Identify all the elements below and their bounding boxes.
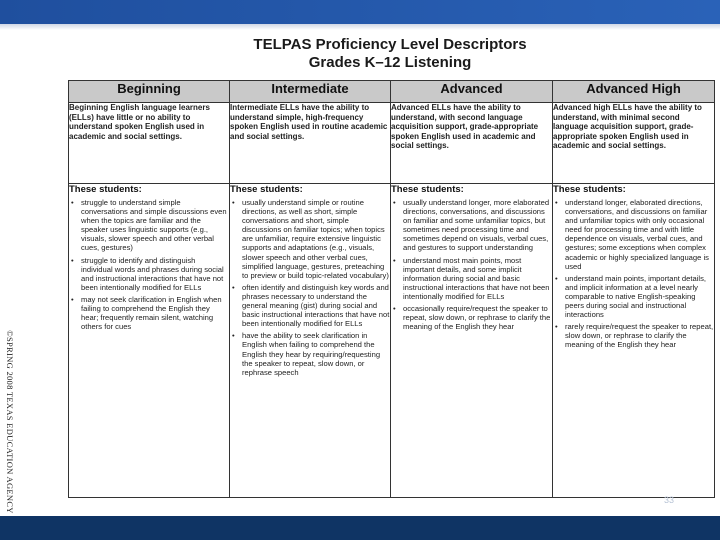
- bullet-item: • usually understand simple or routine directions, as well as short, simple conversations and short, simple discussions on familiar topics; when topics are unfamiliar, require extensive linguistic supports and adaptations (e.g., visuals, slower speech and other verbal cues, simplified language, gestures, preteaching to preview or build topic-related vocabulary): [242, 198, 390, 280]
- bullet-list: [553, 198, 714, 350]
- summary-advanced: Advanced ELLs have the ability to understand, with second language acquisition support, grade-appropriate spoken English used in academic and social settings.: [391, 103, 553, 184]
- header-row: [69, 81, 715, 103]
- bullet-item: • understand most main points, most important details, and some implicit information during social and basic instructional interactions that have not been intentionally modified for ELLs: [403, 256, 552, 301]
- copyright-side-note: ©SPRING 2008 TEXAS EDUCATION AGENCY: [5, 330, 15, 514]
- summary-intermediate: Intermediate ELLs have the ability to understand simple, high-frequency spoken English used in routine academic and social settings.: [230, 103, 391, 184]
- bullet-item: • understand main points, important details, and implicit information at a level nearly comparable to native English-speaking peers during social and instructional interactions: [565, 274, 714, 319]
- bullet-item: • struggle to identify and distinguish individual words and phrases during social and instructional interactions that have not been intentionally modified for ELLs: [81, 256, 229, 292]
- header-intermediate: Intermediate: [230, 81, 391, 103]
- bullet-item: • often identify and distinguish key words and phrases necessary to understand the general meaning (gist) during social and basic instructional interactions that have not been intentionally modified for ELLs: [242, 283, 390, 328]
- bullet-item: • have the ability to seek clarification in English when failing to comprehend the English they hear by requiring/requesting the speaker to repeat, slow down, or rephrase speech: [242, 331, 390, 376]
- details-advanced-high: [553, 184, 715, 498]
- bullet-item: • rarely require/request the speaker to repeat, slow down, or rephrase to clarify the meaning of the English they hear: [565, 322, 714, 349]
- details-lead: These students:: [69, 184, 142, 195]
- bottom-banner-bar: [0, 516, 720, 540]
- bullet-item: • struggle to understand simple conversations and simple discussions even when the topics are familiar and the speaker uses linguistic supports (e.g., visuals, slower speech and other verbal cues, gestures): [81, 198, 229, 253]
- summary-advanced-high: Advanced high ELLs have the ability to understand, with minimal second language acquisition support, grade-appropriate spoken English used in academic and social settings.: [553, 103, 715, 184]
- bullet-item: • understand longer, elaborated directions, conversations, and discussions on familiar and unfamiliar topics with only occasional need for processing time and with little dependence on visuals, verbal cues, and gestures; some exceptions when complex academic or highly specialized language is used: [565, 198, 714, 271]
- summary-row: [69, 103, 715, 184]
- bullet-list: [230, 198, 390, 377]
- top-banner-bar: [0, 0, 720, 24]
- page-number: 33: [664, 495, 675, 505]
- bullet-list: [391, 198, 552, 331]
- bullet-item: • occasionally require/request the speaker to repeat, slow down, or rephrase to clarify the meaning of the English they hear: [403, 304, 552, 331]
- header-advanced-high: Advanced High: [553, 81, 715, 103]
- details-lead: These students:: [230, 184, 303, 195]
- proficiency-descriptor-table: [68, 80, 715, 498]
- details-lead: These students:: [553, 184, 626, 195]
- details-intermediate: [230, 184, 391, 498]
- title-line-1: TELPAS Proficiency Level Descriptors: [253, 36, 527, 53]
- summary-beginning: Beginning English language learners (ELLs) have little or no ability to understand spoken English used in academic and social settings.: [69, 103, 230, 184]
- header-advanced: Advanced: [391, 81, 553, 103]
- bullet-list: [69, 198, 229, 331]
- bullet-item: • usually understand longer, more elaborated directions, conversations, and discussions on familiar and some unfamiliar topics, but sometimes need processing time and sometimes depend on visuals, verbal cues, and gestures to support understanding: [403, 198, 552, 253]
- header-beginning: Beginning: [69, 81, 230, 103]
- details-advanced: [391, 184, 553, 498]
- title-line-2: Grades K–12 Listening: [308, 54, 472, 71]
- top-banner-shadow: [0, 24, 720, 30]
- bullet-item: • may not seek clarification in English when failing to comprehend the English they hear; frequently remain silent, watching others for cues: [81, 295, 229, 331]
- details-row: [69, 184, 715, 498]
- page-title: [180, 36, 600, 72]
- details-lead: These students:: [391, 184, 464, 195]
- details-beginning: [69, 184, 230, 498]
